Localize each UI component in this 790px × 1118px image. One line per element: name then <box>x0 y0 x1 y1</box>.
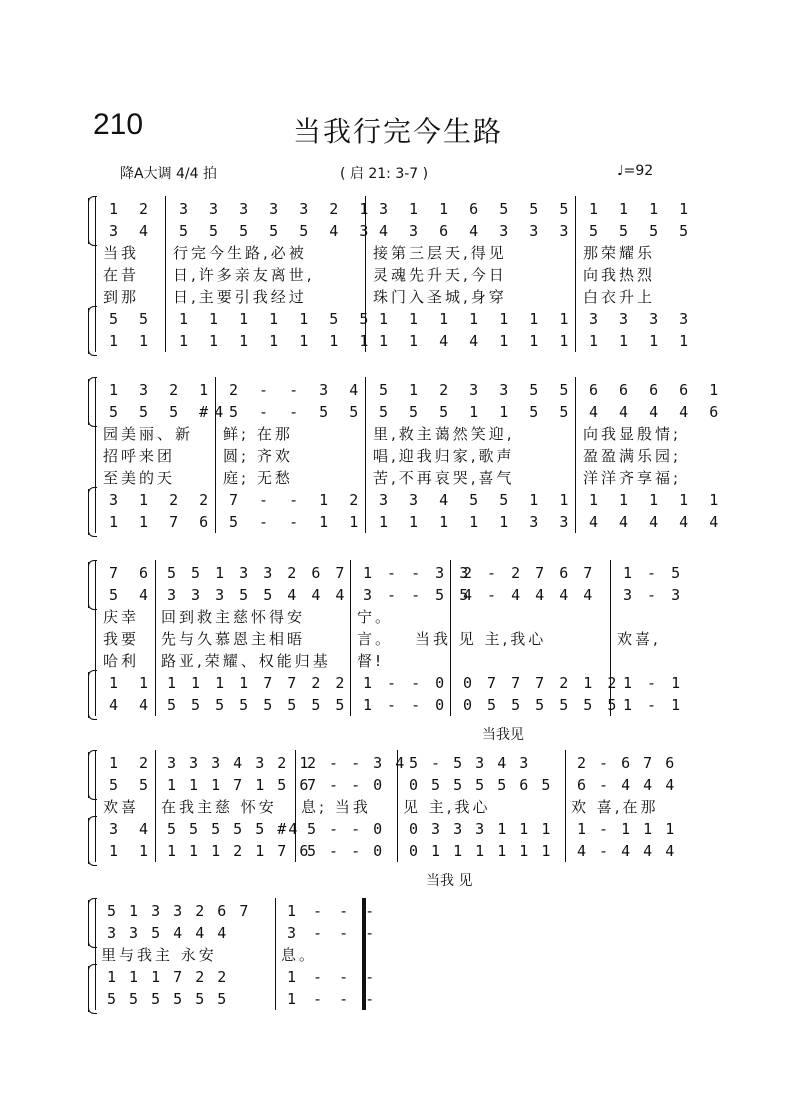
lyric-cell: 欢喜 <box>103 798 140 816</box>
note-cell: 5 - - 1 1 <box>229 513 365 531</box>
note-cell: 0 7 7 7 2 1 2 <box>463 674 620 692</box>
lyric-cell: 督! <box>357 652 385 670</box>
note-cell: 1 - - 3 3 <box>363 564 472 582</box>
note-cell: 5 5 5 #4 <box>109 403 230 421</box>
note-cell: 1 1 1 1 1 1 1 <box>379 310 575 328</box>
lyric-cell: 当我 <box>103 244 140 262</box>
lyric-cell: 庆幸 <box>103 608 140 626</box>
note-cell: 5 5 <box>109 310 155 328</box>
note-cell: 1 1 1 1 <box>589 200 695 218</box>
lyric-cell: 盈盈满乐园; <box>583 447 682 465</box>
lyric-cell: 接第三层天,得见 <box>373 244 507 262</box>
note-cell: 5 1 3 3 2 6 7 <box>107 902 251 920</box>
note-cell: 6 - 4 4 4 <box>577 776 677 794</box>
note-cell: 1 1 7 6 <box>109 513 215 531</box>
note-cell: 1 - - 0 <box>363 696 448 714</box>
note-cell: 5 5 5 5 5 5 <box>107 990 229 1008</box>
note-cell: 3 3 3 3 3 2 1 <box>179 200 375 218</box>
note-cell: 4 4 4 4 4 <box>589 513 725 531</box>
lyric-cell: 招呼来团 <box>103 447 176 465</box>
note-cell: 3 1 1 6 5 5 5 <box>379 200 575 218</box>
note-cell: 4 4 4 4 6 <box>589 403 725 421</box>
lyric-cell: 唱,迎我归家,歌声 <box>373 447 515 465</box>
lyric-cell: 我要 <box>103 630 140 648</box>
note-cell: 7 - - 0 <box>307 776 385 794</box>
lyric-cell: 言。 <box>357 630 394 648</box>
note-cell: 5 5 5 5 5 4 3 <box>179 222 375 240</box>
lyric-cell: 向我显殷情; <box>583 425 682 443</box>
note-cell: 1 - 1 <box>623 696 684 714</box>
scripture-reference: ( 启 21: 3-7 ) <box>340 166 429 182</box>
note-cell: 5 4 <box>109 586 155 604</box>
note-cell: 1 2 <box>109 200 155 218</box>
note-cell: 5 5 5 5 5 5 5 5 <box>167 696 348 714</box>
note-cell: 7 - - 1 2 <box>229 491 365 509</box>
lyric-cell: 园美丽、新 <box>103 425 194 443</box>
note-cell: 3 - - - <box>287 924 379 942</box>
note-cell: 1 1 <box>109 674 155 692</box>
note-cell: 1 1 1 1 1 5 5 <box>179 310 375 328</box>
system-3 <box>95 560 690 716</box>
note-cell: 3 1 2 2 <box>109 491 215 509</box>
note-cell: 4 - 4 4 4 4 <box>463 586 596 604</box>
note-cell: 0 3 3 3 1 1 1 <box>409 820 553 838</box>
note-cell: 1 - - 0 <box>363 674 448 692</box>
lyric-cell: 行完今生路,必被 <box>173 244 307 262</box>
lyric-cell: 圆; 齐欢 <box>223 447 293 465</box>
note-cell: 4 - 4 4 4 <box>577 842 677 860</box>
final-barline <box>362 898 366 1010</box>
hymn-title: 当我行完今生路 <box>293 115 504 148</box>
lyric-cell: 息。 <box>281 946 318 964</box>
note-cell: 3 - 3 <box>623 586 684 604</box>
note-cell: 5 1 2 3 3 5 5 <box>379 381 575 399</box>
lyric-cell: 庭; 无愁 <box>223 469 293 487</box>
note-cell: 2 - 6 7 6 <box>577 754 677 772</box>
note-cell: 1 1 <box>109 332 155 350</box>
note-cell: 3 3 4 5 5 1 1 <box>379 491 575 509</box>
note-cell: 1 1 <box>109 842 155 860</box>
lyric-cell: 里,救主蔼然笑迎, <box>373 425 515 443</box>
note-cell: 5 5 5 1 1 5 5 <box>379 403 575 421</box>
note-cell: 3 3 3 3 <box>589 310 695 328</box>
system-5 <box>95 898 379 1010</box>
note-cell: 1 - - - <box>287 990 379 1008</box>
lyric-cell: 宁。 <box>357 608 394 626</box>
lyric-cell: 洋洋齐享福; <box>583 469 682 487</box>
note-cell: 5 - - 0 <box>307 842 385 860</box>
system-4 <box>95 750 690 862</box>
note-cell: 1 - - - <box>287 902 379 920</box>
lyric-cell: 息; 当我 <box>301 798 371 816</box>
hymn-number: 210 <box>93 108 144 141</box>
note-cell: 1 3 2 1 <box>109 381 215 399</box>
lyric-cell: 珠门入圣城,身穿 <box>373 288 507 306</box>
lyric-cell: 苦,不再哀哭,喜气 <box>373 469 515 487</box>
lyric-cell: 灵魂先升天,今日 <box>373 266 507 284</box>
note-cell: 0 1 1 1 1 1 1 <box>409 842 553 860</box>
note-cell: 3 3 5 4 4 4 <box>107 924 229 942</box>
note-cell: 3 - - 5 5 <box>363 586 472 604</box>
note-cell: 5 5 5 5 5 #4 <box>167 820 300 838</box>
note-cell: 2 - - 3 4 <box>229 381 365 399</box>
note-cell: 1 1 4 4 1 1 1 <box>379 332 575 350</box>
lyric-cell: 在我主慈 怀安 <box>161 798 277 816</box>
lyric-cell: 路亚,荣耀、权能归基 <box>161 652 331 670</box>
note-cell: 0 5 5 5 5 5 5 <box>463 696 620 714</box>
system-1 <box>95 196 695 352</box>
note-cell: 1 1 1 1 <box>589 332 695 350</box>
lyric-cell: 日,许多亲友离世, <box>173 266 315 284</box>
note-cell: 2 - - 3 4 <box>307 754 407 772</box>
lyric-cell: 至美的天 <box>103 469 176 487</box>
note-cell: 1 - 5 <box>623 564 684 582</box>
lyric-cell: 欢 喜,在那 <box>571 798 659 816</box>
lyric-cell: 向我热烈 <box>583 266 656 284</box>
lyric-cell: 哈利 <box>103 652 140 670</box>
key-signature: 降A大调 4/4 拍 <box>120 166 218 182</box>
system-2 <box>95 377 725 533</box>
note-cell: 5 - - 5 5 <box>229 403 365 421</box>
note-cell: 5 5 5 5 <box>589 222 695 240</box>
lyric-cell: 鲜; 在那 <box>223 425 293 443</box>
note-cell: 3 4 <box>109 820 155 838</box>
lyric-cell: 那荣耀乐 <box>583 244 656 262</box>
note-cell: 5 - 5 3 4 3 <box>409 754 531 772</box>
note-cell: 1 1 1 1 1 <box>589 491 725 509</box>
note-cell: 4 4 <box>109 696 155 714</box>
note-cell: 1 1 1 1 1 1 1 <box>179 332 375 350</box>
lyric-cell: 欢喜, <box>617 630 661 648</box>
note-cell: 1 1 1 1 7 7 2 2 <box>167 674 348 692</box>
note-cell: 6 6 6 6 1 <box>589 381 725 399</box>
cue-lyric: 当我 见 <box>426 873 473 889</box>
lyric-cell: 回到救主慈怀得安 <box>161 608 306 626</box>
note-cell: 1 1 1 2 1 7 6 <box>167 842 311 860</box>
lyric-cell: 见 主,我心 <box>403 798 491 816</box>
lyric-cell: 白衣升上 <box>583 288 656 306</box>
note-cell: 1 - 1 1 1 <box>577 820 677 838</box>
lyric-cell: 到那 <box>103 288 140 306</box>
lyric-cell: 里与我主 永安 <box>101 946 217 964</box>
note-cell: 3 3 3 5 5 4 4 4 <box>167 586 348 604</box>
note-cell: 3 4 <box>109 222 155 240</box>
note-cell: 0 5 5 5 5 6 5 <box>409 776 553 794</box>
lyric-cell: 日,主要引我经过 <box>173 288 307 306</box>
note-cell: 1 1 1 7 2 2 <box>107 968 229 986</box>
lyric-cell: 先与久慕恩主相晤 <box>161 630 306 648</box>
note-cell: 1 - - - <box>287 968 379 986</box>
note-cell: 1 - 1 <box>623 674 684 692</box>
note-cell: 5 - - 0 <box>307 820 385 838</box>
cue-lyric: 当我见 <box>482 727 524 743</box>
note-cell: 1 1 1 1 1 3 3 <box>379 513 575 531</box>
lyric-cell: 在昔 <box>103 266 140 284</box>
note-cell: 5 5 <box>109 776 155 794</box>
note-cell: 1 1 1 7 1 5 6 <box>167 776 311 794</box>
note-cell: 1 2 <box>109 754 155 772</box>
note-cell: 3 3 3 4 3 2 1 <box>167 754 311 772</box>
note-cell: 4 3 6 4 3 3 3 <box>379 222 575 240</box>
note-cell: 7 6 <box>109 564 155 582</box>
tempo-marking: ♩=92 <box>617 163 654 179</box>
note-cell: 5 5 1 3 3 2 6 7 <box>167 564 348 582</box>
note-cell: 2 - 2 7 6 7 <box>463 564 596 582</box>
lyric-cell: 当我 见 主,我心 <box>415 630 547 648</box>
